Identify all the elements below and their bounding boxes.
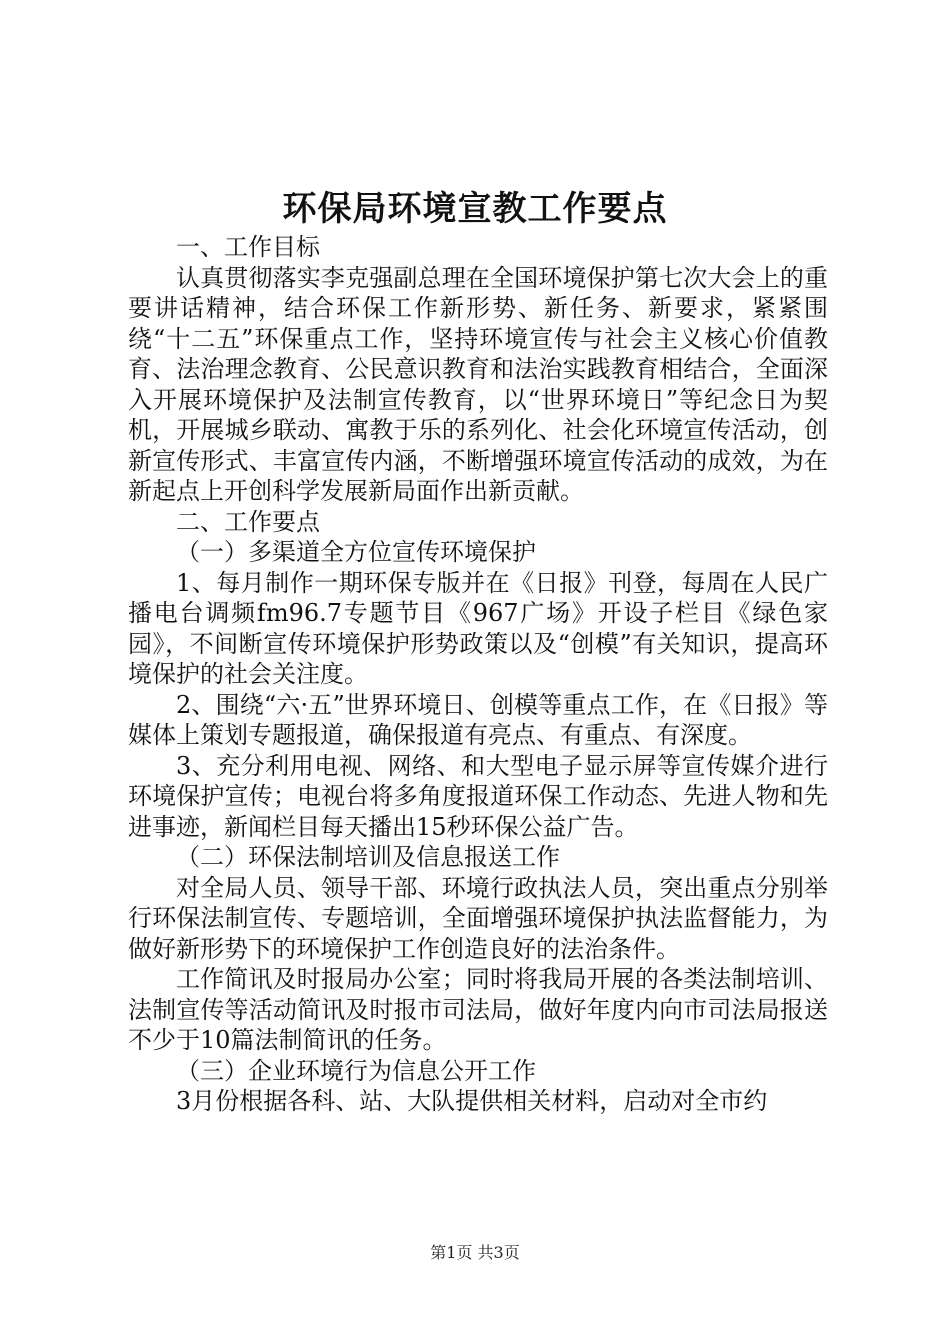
paragraph-goals: 认真贯彻落实李克强副总理在全国环境保护第七次大会上的重要讲话精神，结合环保工作新形势、新任务、新要求，紧紧围绕“十二五”环保重点工作，坚持环境宣传与社会主义核心价值教育、法治理念教育、公民意识教育和法治实践教育相结合，全面深入开展环境保护及法制宣传教育，以“世界环境日”等纪念日为契机，开展城乡联动、寓教于乐的系列化、社会化环境宣传活动，创新宣传形式、丰富宣传内涵，不断增强环境宣传活动的成效，为在新起点上开创科学发展新局面作出新贡献。 — [128, 263, 828, 505]
paragraph-training: 对全局人员、领导干部、环境行政执法人员，突出重点分别举行环保法制宣传、专题培训，全面增强环境保护执法监督能力，为做好新形势下的环境保护工作创造良好的法治条件。 — [128, 873, 828, 963]
paragraph-disclosure: 3月份根据各科、站、大队提供相关材料，启动对全市约 — [176, 1087, 768, 1115]
paragraph-item-3: 3、充分利用电视、网络、和大型电子显示屏等宣传媒介进行环境保护宣传；电视台将多角度报道环保工作动态、先进人物和先进事迹，新闻栏目每天播出15秒环保公益广告。 — [128, 751, 828, 841]
subsection-heading-1: （一）多渠道全方位宣传环境保护 — [176, 538, 536, 566]
paragraph-reporting: 工作简讯及时报局办公室；同时将我局开展的各类法制培训、法制宣传等活动简讯及时报市司法局，做好年度内向市司法局报送不少于10篇法制简讯的任务。 — [128, 965, 828, 1054]
paragraph-item-2: 2、围绕“六·五”世界环境日、创模等重点工作，在《日报》等媒体上策划专题报道，确保报道有亮点、有重点、有深度。 — [128, 690, 828, 749]
document-title: 环保局环境宣教工作要点 — [282, 189, 668, 229]
paragraph-item-1: 1、每月制作一期环保专版并在《日报》刊登，每周在人民广播电台调频fm96.7专题节目《967广场》开设子栏目《绿色家园》，不间断宣传环境保护形势政策以及“创模”有关知识，提高环境保护的社会关注度。 — [128, 568, 828, 688]
section-heading-goals: 一、工作目标 — [176, 233, 320, 261]
document-body — [128, 232, 828, 1117]
page-indicator: 第1页 共3页 — [430, 1243, 520, 1262]
subsection-heading-3: （三）企业环境行为信息公开工作 — [176, 1056, 536, 1085]
section-heading-key-points: 二、工作要点 — [176, 507, 320, 536]
subsection-heading-2: （二）环保法制培训及信息报送工作 — [176, 843, 560, 871]
